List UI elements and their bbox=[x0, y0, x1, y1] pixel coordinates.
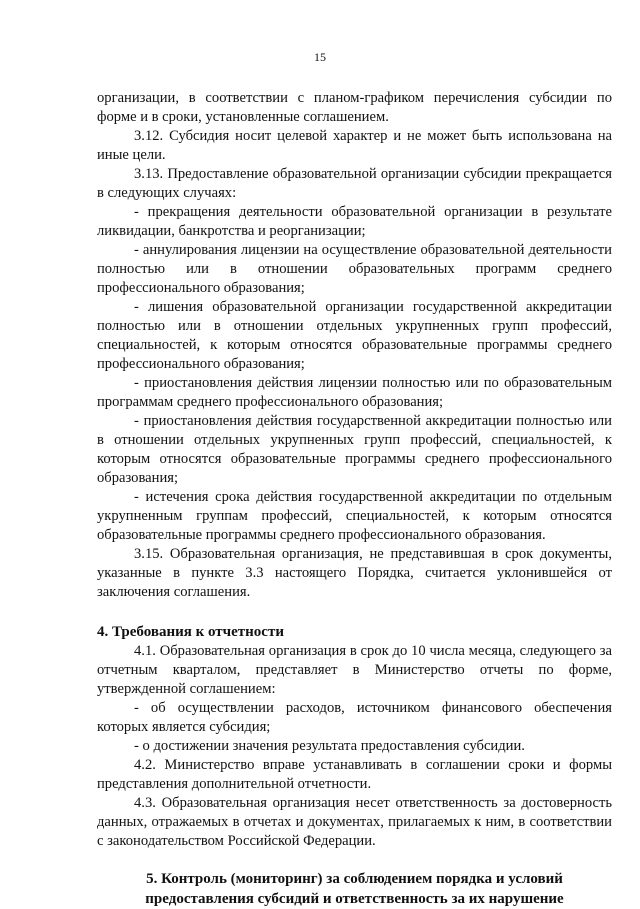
section-5-heading bbox=[97, 869, 612, 909]
list-item: - аннулирования лицензии на осуществление образовательной деятельности полностью или в отношении образовательных программ среднего профессионального образования; bbox=[97, 242, 612, 296]
section-heading: 4. Требования к отчетности bbox=[97, 624, 284, 640]
paragraph: 3.13. Предоставление образовательной организации субсидии прекращается в следующих случаях: bbox=[97, 166, 612, 201]
paragraph: 4.3. Образовательная организация несет ответственность за достоверность данных, отражаемых в отчетах и документах, прилагаемых к ним, в соответствии с законодательством Российской Федерации. bbox=[97, 795, 612, 849]
document-body bbox=[97, 89, 612, 909]
list-item: - о достижении значения результата предоставления субсидии. bbox=[134, 738, 525, 754]
page-number: 15 bbox=[314, 50, 326, 64]
section-heading-line: предоставления субсидий и ответственность за их нарушение bbox=[145, 891, 564, 907]
list-item: - об осуществлении расходов, источником финансового обеспечения которых является субсидия; bbox=[97, 700, 612, 735]
list-item: - прекращения деятельности образовательной организации в результате ликвидации, банкротства и реорганизации; bbox=[97, 204, 612, 239]
paragraph: 3.15. Образовательная организация, не представившая в срок документы, указанные в пункте 3.3 настоящего Порядка, считается уклонившейся от заключения соглашения. bbox=[97, 546, 612, 600]
list-item: - истечения срока действия государственной аккредитации по отдельным укрупненным группам профессий, специальностей, к которым относятся образовательные программы среднего профессионального образования. bbox=[97, 489, 612, 543]
list-item: - приостановления действия государственной аккредитации полностью или в отношении отдельных укрупненных групп профессий, специальностей, к которым относятся образовательные программы среднего профессионального образования; bbox=[97, 413, 612, 486]
list-item: - лишения образовательной организации государственной аккредитации полностью или в отношении отдельных укрупненных групп профессий, специальностей, к которым относятся образовательные программы среднего профессионального образования; bbox=[97, 299, 612, 372]
paragraph: организации, в соответствии с планом-графиком перечисления субсидии по форме и в сроки, установленные соглашением. bbox=[97, 90, 612, 125]
section-heading-line: 5. Контроль (мониторинг) за соблюдением порядка и условий bbox=[146, 871, 563, 887]
section-4 bbox=[97, 622, 612, 851]
paragraph: 4.1. Образовательная организация в срок до 10 числа месяца, следующего за отчетным кварталом, представляет в Министерство отчеты по форме, утвержденной соглашением: bbox=[97, 643, 612, 697]
list-item: - приостановления действия лицензии полностью или по образовательным программам среднего профессионального образования; bbox=[97, 375, 612, 410]
paragraph: 3.12. Субсидия носит целевой характер и не может быть использована на иные цели. bbox=[97, 128, 612, 163]
paragraph: 4.2. Министерство вправе устанавливать в соглашении сроки и формы представления дополнительной отчетности. bbox=[97, 757, 612, 792]
